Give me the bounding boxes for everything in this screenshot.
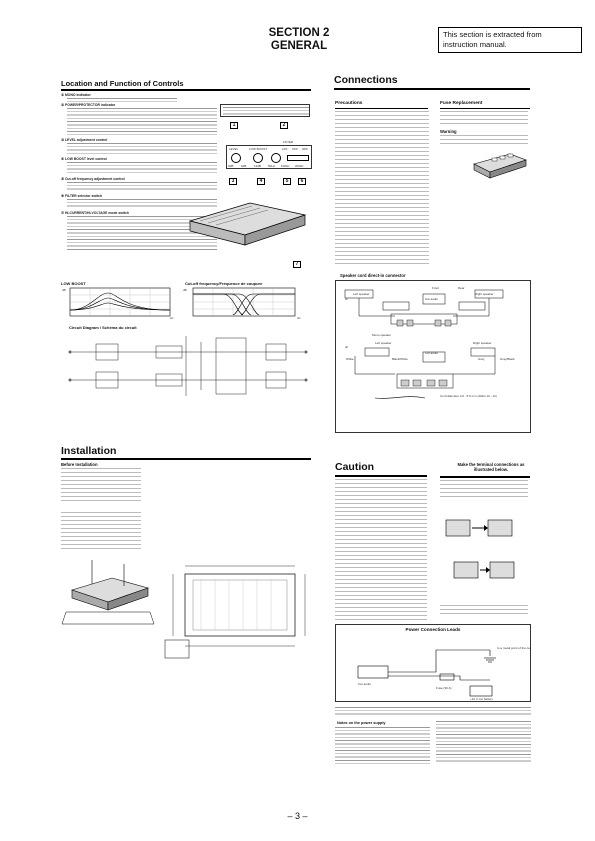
section-title: GENERAL — [270, 40, 328, 52]
before-installation-heading: Before Installation — [61, 462, 98, 467]
caution-title: Caution — [335, 461, 375, 473]
gray-black-wire-label: Gray/Black — [500, 357, 515, 361]
scale-200hz: 200Hz — [295, 164, 304, 168]
page-number: – 3 – — [287, 811, 308, 821]
installation-rule — [61, 458, 311, 460]
lpf-label: LPF — [282, 147, 288, 151]
scale-6db: 6dB — [241, 164, 247, 168]
terminal-instruction-text — [440, 605, 528, 615]
level-label: LEVEL — [229, 147, 239, 151]
low-boost-graph-title: LOW BOOST — [61, 281, 86, 286]
mounting-text — [61, 512, 141, 550]
extract-notice-box: This section is extracted from instruction manual. — [438, 27, 582, 53]
installation-drawing — [62, 560, 154, 630]
scale-100hz: 100Hz — [281, 164, 290, 168]
circuit-diagram-title: Circuit Diagram / Schéma du circuit — [69, 325, 137, 330]
cutoff-graph-title: Cut-off frequency/Fréquence de coupure — [185, 281, 263, 286]
hpf-label: HPF — [302, 147, 308, 151]
cord-diameter-label: Cord diameter 4.0 - 5.5 mm (AWG 10 - 12) — [440, 394, 497, 398]
precautions-heading: Precautions — [335, 101, 363, 106]
black-white-wire-label: Black/White — [392, 357, 408, 361]
callout-2: 2 — [280, 122, 288, 129]
power-supply-notes-left — [335, 727, 430, 765]
callout-5: 5 — [283, 178, 291, 185]
precautions-text — [335, 111, 429, 267]
speaker-cord-heading: Speaker cord direct-in connector — [340, 273, 406, 278]
filter-label: FILTER — [283, 140, 294, 144]
left-speaker-label: Left speaker — [353, 292, 370, 296]
off-label: OFF — [292, 147, 298, 151]
caution-rule — [335, 475, 427, 477]
low-boost-db-unit: dB — [62, 288, 66, 292]
ctrl-item-5: ⑤ Cut-off frequency adjustment control — [61, 177, 125, 181]
callout-7: 7 — [293, 261, 301, 268]
controls-title: Location and Function of Controls — [61, 79, 184, 88]
mono-speaker-label: Mono speaker — [372, 333, 392, 337]
gray-wire-label: Gray — [478, 357, 485, 361]
power-supply-notes-heading: Notes on the power supply — [337, 721, 386, 725]
callout-3: 3 — [229, 178, 237, 185]
terminal-note-text — [440, 480, 528, 498]
fuse-label: Fuse (30 A) — [436, 686, 452, 690]
cutoff-graph — [193, 288, 295, 316]
right-speaker-label-2: Right speaker — [473, 341, 492, 345]
amplifier-illustration — [180, 193, 310, 253]
caution-text — [335, 479, 427, 621]
ctrl-item-2: ② POWER/PROTECTOR indicator — [61, 103, 116, 107]
front-label: Front — [432, 286, 440, 290]
car-audio-label-2: Car audio — [425, 351, 439, 355]
ctrl-item-1: ① MONO indicator — [61, 93, 91, 97]
dimension-drawing — [165, 560, 315, 660]
scale-12db: 12dB — [254, 164, 262, 168]
ctrl-item-3: ③ LEVEL adjustment control — [61, 138, 108, 142]
fuse-replacement-heading: Fuse Replacement — [440, 101, 483, 106]
white-wire-label: White — [346, 357, 354, 361]
left-speaker-label-2: Left speaker — [375, 341, 392, 345]
metal-point-label: to a metal point of the car — [497, 646, 531, 650]
power-leads-heading: Power Connection Leads — [405, 627, 461, 632]
level-knob[interactable] — [231, 153, 241, 163]
controls-title-rule — [61, 89, 311, 91]
low-boost-hz-unit: Hz — [170, 316, 174, 320]
indicator-panel — [220, 104, 310, 117]
callout-6: 6 — [298, 178, 306, 185]
battery-label: +12 V car battery — [470, 697, 493, 701]
right-speaker-label: Right speaker — [475, 292, 494, 296]
control-panel — [226, 140, 312, 169]
scale-0db: 0dB — [228, 164, 234, 168]
before-installation-text — [61, 468, 141, 502]
low-boost-knob[interactable] — [253, 153, 263, 163]
cutoff-knob[interactable] — [271, 153, 281, 163]
circuit-diagram — [66, 334, 312, 398]
installation-title: Installation — [61, 445, 117, 457]
terminal-connection-drawing — [440, 500, 530, 600]
cutoff-db-unit: dB — [183, 288, 187, 292]
connections-title: Connections — [334, 74, 398, 86]
terminal-heading: Make the terminal connections as illustrated below. — [457, 462, 525, 472]
power-supply-notes-right — [436, 721, 531, 763]
filter-switch[interactable] — [287, 155, 309, 161]
power-leads-footnote — [335, 707, 531, 717]
section-number: SECTION 2 — [268, 27, 330, 39]
section-heading — [258, 27, 340, 53]
car-audio-power-label: Car audio — [358, 682, 372, 686]
fuse-replacement-text — [440, 111, 528, 127]
car-audio-label-1: Car audio — [425, 297, 439, 301]
low-boost-label: LOW BOOST — [249, 147, 268, 151]
diagram-2-label: •2 — [345, 345, 348, 349]
fuse-drawing — [470, 150, 530, 180]
callout-1: 1 — [230, 122, 238, 129]
ctrl-item-4: ④ LOW BOOST level control — [61, 157, 107, 161]
ctrl-item-7: ⑦ HI-CURRENT/HI-VOLTAGE mode switch — [61, 211, 129, 215]
ctrl-item-6: ⑥ FILTER selector switch — [61, 194, 103, 198]
rear-label: Rear — [458, 286, 465, 290]
warning-text — [440, 135, 528, 147]
callout-4: 4 — [257, 178, 265, 185]
warning-heading: Warning — [440, 129, 457, 134]
diagram-1-label: •1 — [345, 297, 348, 301]
scale-50hz: 50Hz — [268, 164, 276, 168]
low-boost-graph — [70, 288, 170, 316]
connections-rule — [334, 88, 530, 90]
cutoff-hz-unit: Hz — [297, 316, 301, 320]
